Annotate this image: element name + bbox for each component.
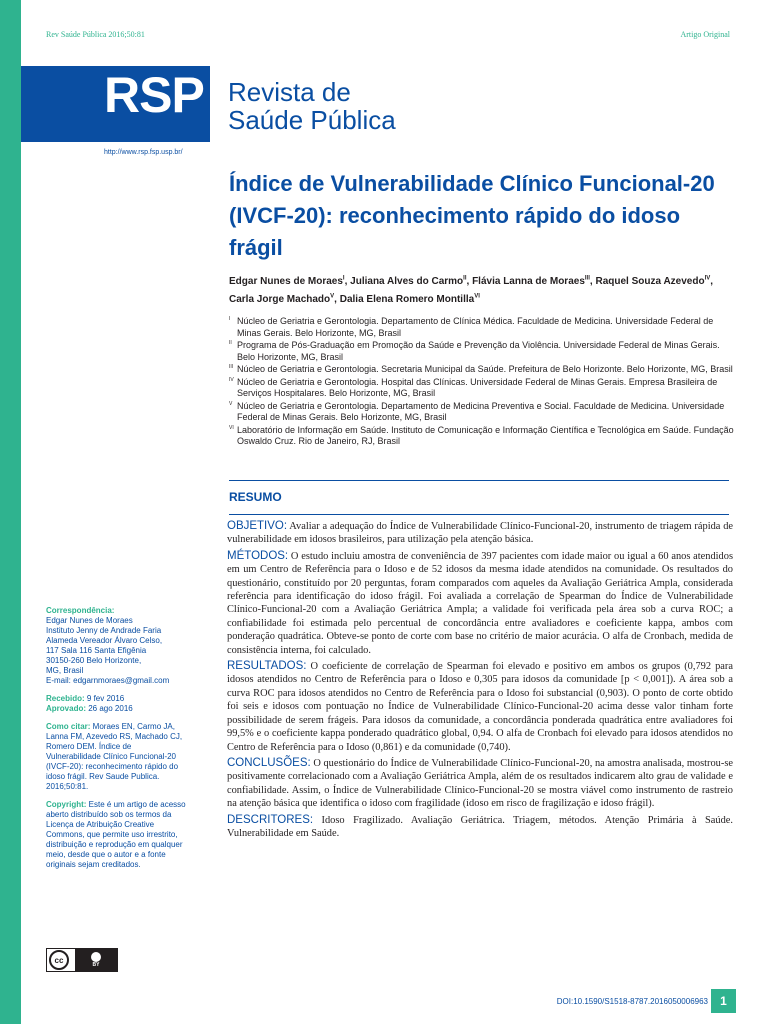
affiliation-item: IV Núcleo de Geriatria e Gerontologia. Hospital das Clínicas. Universidade Federal de Minas Gerais. Empresa Brasileira de Serviços Hospitalares. Belo Horizonte, MG, Brasil (229, 376, 718, 398)
affiliation-item: V Núcleo de Geriatria e Gerontologia. Departamento de Medicina Preventiva e Social. Faculdade de Medicina. Universidade Federal de Minas Gerais. Belo Horizonte, MG, Brasil (229, 400, 725, 422)
correspondence-email[interactable]: E-mail: edgarnmoraes@gmail.com (46, 676, 170, 685)
author: Flávia Lanna de Moraes$^{III}$, (472, 276, 596, 288)
abstract-methods: MÉTODOS: O estudo incluiu amostra de conveniência de 397 pacientes com idade maior ou igual a 60 anos atendidos em um Centro de Referência para o Idoso e de 52 idosos da mesma idade atendidos na comunidade. Os resultados do questionário, constituído por 20 perguntas, foram comparados com aqueles da Avaliação Geriátrica Ampla, considerada referência para identificação do idoso frágil. Foi avaliada a correlação de Spearman do Índice de Vulnerabilidade Clínico-Funcional-20 com a Avaliação Geriátrica Ampla; a validade foi verificada pela área sob a curva ROC; a confiabilidade foi estimada pelo percentual de concordância entre avaliadores e coeficiente kappa, ambos com ponderação quadrática. Obteve-se ponto de corte com base no critério de maior acurácia. O alfa de Cronbach, medida de consistência interna, foi calculado. (227, 549, 733, 656)
affiliation-list (229, 316, 734, 449)
page-number: 1 (711, 989, 736, 1013)
affiliation-item: VI Laboratório de Informação em Saúde. Instituto de Comunicação e Informação Científica e Tecnológica em Saúde. Fundação Oswaldo Cruz. Rio de Janeiro, RJ, Brasil (229, 424, 734, 446)
left-accent-bar (0, 0, 21, 1024)
author: Edgar Nunes de Moraes$^I$, (229, 276, 351, 288)
journal-name-line1: Revista de (228, 77, 351, 107)
abstract-results: RESULTADOS: O coeficiente de correlação de Spearman foi elevado e positivo em ambos os grupos (0,792 para idosos atendidos no Centro de Referência para o Idoso e 0,305 para idosos da comunidade [p < 0,001]). A área sob a curva ROC para idosos atendidos no Centro de Referência para o Idoso foi substancial (0,903). O ponto de corte obtido foi seis e idosos com pontuação no Índice de Vulnerabilidade Clínico-Funcional-20 acima desse valor tinham forte possibilidade de serem frágeis. Para idosos da comunidade, a concordância ponderada quadrática entre avaliadores foi 99,5% e o coeficiente kappa ponderado quadrático global, 0,94. O alfa de Cronbach foi elevado para idosos atendidos no Centro de Referência para o Idoso (0,861) e da comunidade (0,740). (227, 660, 733, 753)
abstract-body (227, 520, 733, 843)
affiliation-item: I Núcleo de Geriatria e Gerontologia. Departamento de Clínica Médica. Faculdade de Medicina. Universidade Federal de Minas Gerais. Belo Horizonte, MG, Brasil (229, 316, 714, 338)
doi-link[interactable]: DOI:10.1590/S1518-8787.2016050006963 (556, 997, 708, 1006)
abstract-top-rule (229, 480, 729, 481)
journal-name-line2: Saúde Pública (228, 105, 396, 135)
correspondence-block: Correspondência: Edgar Nunes de Moraes Instituto Jenny de Andrade Faria Alameda Vereador Álvaro Celso, 117 Sala 116 Santa Efigênia 30150-260 Belo Horizonte, MG, Brasil E-mail: edgarnmoraes@gmail.com (46, 606, 186, 686)
copyright-block: Copyright: Este é um artigo de acesso aberto distribuído sob os termos da Licença de Atribuição Creative Commons, que permite uso irrestrito, distribuição e reprodução em qualquer meio, desde que o autor e a fonte originais sejam creditados. (46, 800, 186, 869)
cc-by-icon[interactable] (46, 948, 118, 972)
article-type: Artigo Original (680, 30, 730, 39)
person-icon (91, 952, 101, 962)
author: Raquel Souza Azevedo$^{IV}$, (595, 276, 714, 288)
abstract-heading: RESUMO (229, 490, 282, 504)
abstract-descriptors: DESCRITORES: Idoso Fragilizado. Avaliação Geriátrica. Triagem, métodos. Atenção Primária à Saúde. Vulnerabilidade em Saúde. (227, 813, 733, 839)
received-date: Recebido: 9 fev 2016 (46, 694, 125, 703)
abstract-objective: OBJETIVO: Avaliar a adequação do Índice de Vulnerabilidade Clínico-Funcional-20, instrumento de triagem rápida de vulnerabilidade em idosos brasileiros, para utilização pela atenção básica. (227, 520, 733, 546)
journal-name (228, 78, 396, 134)
journal-citation: Rev Saúde Pública 2016;50:81 (46, 30, 145, 39)
affiliation-item: II Programa de Pós-Graduação em Promoção da Saúde e Prevenção da Violência. Universidade Federal de Minas Gerais. Belo Horizonte, MG, Brasil (229, 340, 720, 362)
author: Carla Jorge Machado$^V$, (229, 293, 340, 305)
cc-logo-icon: cc (49, 950, 69, 970)
journal-url-link[interactable]: http://www.rsp.fsp.usp.br/ (104, 149, 183, 156)
how-to-cite-block: Como citar: Moraes EN, Carmo JA, Lanna FM, Azevedo RS, Machado CJ, Romero DEM. Índice de Vulnerabilidade Clínico Funcional-20 (IVCF-20): reconhecimento rápido do idoso frágil. Rev Saude Publica. 2016;50:81. (46, 722, 183, 791)
article-title: Índice de Vulnerabilidade Clínico Funcional-20 (IVCF-20): reconhecimento rápido do idoso frágil (229, 171, 715, 260)
affiliation-item: III Núcleo de Geriatria e Gerontologia. Secretaria Municipal da Saúde. Prefeitura de Belo Horizonte. Belo Horizonte, MG, Brasil (229, 364, 733, 374)
article-sidebar (46, 606, 186, 878)
author: Juliana Alves do Carmo$^{II}$, (350, 276, 473, 288)
by-attribution-icon: BY (75, 949, 117, 971)
author-list (229, 272, 729, 307)
journal-logo: RSP (104, 67, 204, 123)
abstract-heading-rule (229, 514, 729, 515)
dates-block (46, 694, 186, 714)
author: Dalia Elena Romero Montilla$^{VI}$ (339, 293, 480, 305)
abstract-conclusions: CONCLUSÕES: O questionário do Índice de Vulnerabilidade Clínico-Funcional-20, na amostra analisada, mostrou-se positivamente correlacionado com a Avaliação Geriátrica Ampla, além de os resultados indicarem alto grau de validade e confiabilidade. Assim, o Índice de Vulnerabilidade Clínico-Funcional-20 se mostra viável como instrumento de rastreio na atenção básica que identifica o idoso com fragilidade (idoso em risco de fragilização e idoso frágil). (227, 756, 733, 810)
approved-date: Aprovado: 26 ago 2016 (46, 704, 133, 713)
